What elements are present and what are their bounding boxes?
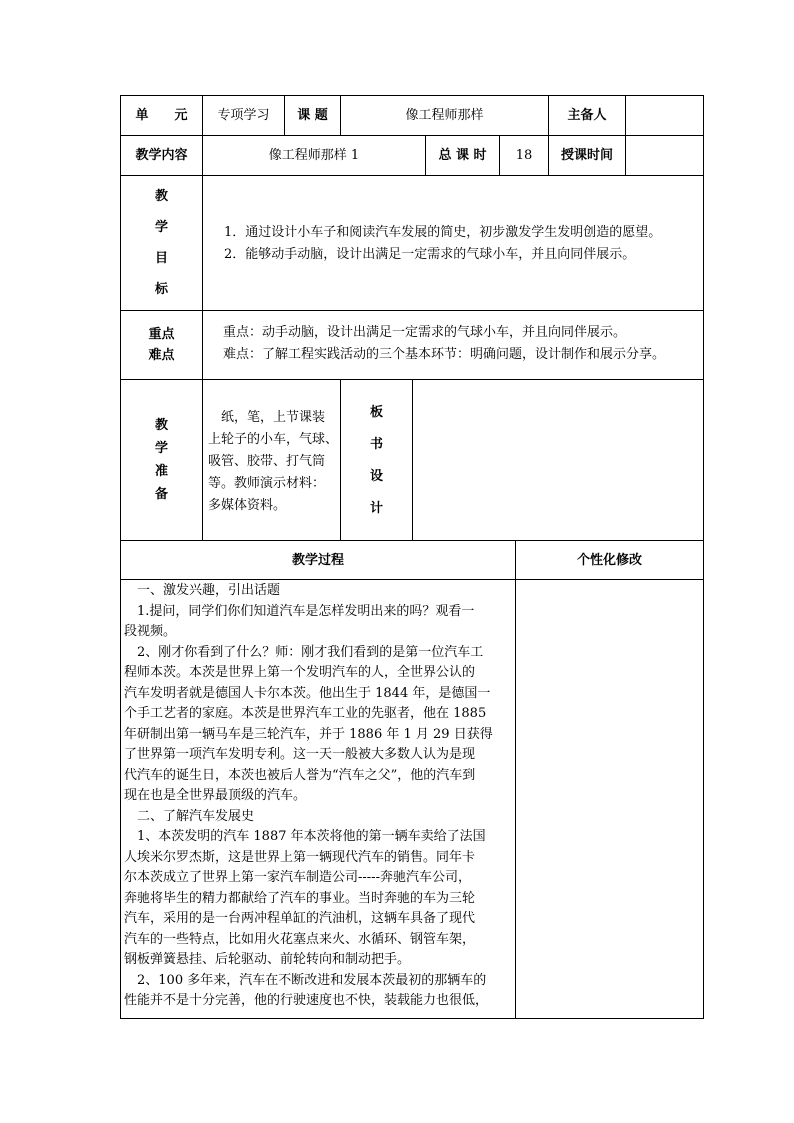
objective-item: 2．能够动手动脑，设计出满足一定需求的气球小车，并且向同伴展示。 bbox=[224, 247, 636, 262]
unit-label bbox=[121, 96, 202, 135]
board-design-label-char: 计 bbox=[369, 500, 383, 516]
process-line: 性能并不是十分完善，他的行驶速度也不快，装载能力也很低， bbox=[124, 993, 489, 1008]
topic-label bbox=[285, 96, 340, 135]
preparation-label-char: 教 bbox=[154, 418, 168, 433]
objectives-label-char: 教 bbox=[154, 189, 168, 204]
time-value bbox=[626, 136, 703, 175]
content-label-text: 教学内容 bbox=[135, 148, 188, 163]
content-value-text: 像工程师那样 1 bbox=[268, 148, 360, 163]
table-border-bottom bbox=[120, 1018, 704, 1019]
process-line: 汽车发明者就是德国人卡尔本茨。他出生于 1844 年，是德国一 bbox=[124, 685, 491, 701]
row-divider bbox=[120, 310, 704, 311]
unit-label-text: 单 元 bbox=[135, 108, 188, 123]
preparation-label-char: 备 bbox=[154, 487, 168, 502]
objectives-label-char: 学 bbox=[154, 220, 168, 235]
preparation-label-char: 学 bbox=[154, 441, 168, 456]
key-points-label-line: 难点 bbox=[148, 348, 175, 363]
process-line: 个手工艺者的家庭。本茨是世界汽车工业的先驱者，他在 1885 bbox=[124, 706, 487, 721]
preparation-line: 吸管、胶带、打气筒 bbox=[208, 454, 326, 469]
objective-item: 1．通过设计小车子和阅读汽车发展的简史，初步激发学生发明创造的愿望。 bbox=[224, 225, 662, 240]
board-design-label-char: 设 bbox=[369, 468, 383, 484]
process-header bbox=[121, 541, 515, 579]
preparation-line: 多媒体资料。 bbox=[208, 498, 287, 513]
board-design-label-char: 书 bbox=[369, 436, 383, 452]
process-line: 汽车的一些特点，比如用火花塞点来火、水循环、钢管车架， bbox=[124, 931, 476, 947]
row-divider bbox=[120, 579, 704, 580]
unit-value-text: 专项学习 bbox=[217, 108, 270, 123]
modify-header-text: 个性化修改 bbox=[576, 552, 642, 568]
preparer-value bbox=[626, 96, 703, 135]
board-design-label-char: 板 bbox=[369, 404, 383, 420]
process-line: 年研制出第一辆马车是三轮汽车，并于 1886 年 1 月 29 日获得 bbox=[124, 726, 493, 742]
process-line: 2、刚才你看到了什么？师：刚才我们看到的是第一位汽车工 bbox=[124, 644, 484, 660]
hours-label-text: 总 课 时 bbox=[438, 148, 487, 163]
process-line: 人埃米尔罗杰斯，这是世界上第一辆现代汽车的销售。同年卡 bbox=[124, 849, 476, 865]
objectives-label-char: 目 bbox=[154, 251, 168, 266]
content-label bbox=[121, 136, 202, 175]
objectives-list bbox=[224, 222, 700, 266]
process-line: 2、100 多年来，汽车在不断改进和发展本茨最初的那辆车的 bbox=[124, 972, 487, 988]
process-line: 代汽车的诞生日，本茨也被后人誉为“汽车之父”，他的汽车到 bbox=[124, 767, 476, 783]
preparer-label-text: 主备人 bbox=[567, 108, 607, 123]
col-divider bbox=[202, 379, 203, 540]
preparation-line: 上轮子的小车，气球、 bbox=[208, 432, 339, 447]
process-header-text: 教学过程 bbox=[291, 552, 344, 568]
topic-value-text: 像工程师那样 bbox=[405, 108, 484, 123]
col-divider bbox=[202, 175, 203, 379]
process-line: 程师本茨。本茨是世界上第一个发明汽车的人，全世界公认的 bbox=[124, 665, 476, 680]
time-label bbox=[549, 136, 625, 175]
unit-value bbox=[203, 96, 284, 135]
key-points-label bbox=[121, 311, 202, 379]
preparation-line: 纸，笔，上节课装 bbox=[208, 410, 326, 425]
modify-header bbox=[516, 541, 703, 579]
key-points-label-line: 重点 bbox=[148, 327, 175, 342]
hours-value bbox=[500, 136, 548, 175]
hours-value-text: 18 bbox=[515, 148, 533, 163]
process-line: 一、激发兴趣，引出话题 bbox=[124, 583, 281, 598]
board-design-label bbox=[341, 380, 412, 540]
preparation-label bbox=[121, 380, 202, 540]
process-line: 1、本茨发明的汽车 1887 年本茨将他的第一辆车卖给了法国 bbox=[124, 829, 486, 844]
table-border-right bbox=[703, 95, 704, 1018]
col-divider bbox=[515, 540, 516, 1018]
topic-label-text: 课 题 bbox=[297, 108, 328, 123]
process-line: 1.提问，同学们你们知道汽车是怎样发明出来的吗？观看一 bbox=[124, 603, 475, 619]
preparation-content bbox=[208, 407, 340, 517]
row-divider bbox=[120, 175, 704, 176]
key-points-content bbox=[223, 322, 701, 366]
content-value bbox=[203, 136, 425, 175]
objectives-label-char: 标 bbox=[154, 282, 168, 297]
preparation-line: 等。教师演示材料： bbox=[208, 476, 326, 491]
preparation-label-char: 准 bbox=[154, 464, 168, 479]
time-label-text: 授课时间 bbox=[560, 148, 613, 163]
process-line: 了世界第一项汽车发明专利。这一天一般被大多数人认为是现 bbox=[124, 747, 476, 762]
process-line: 汽车，采用的是一台两冲程单缸的汽油机，这辆车具备了现代 bbox=[124, 911, 476, 926]
difficult-point-line: 难点：了解工程实践活动的三个基本环节：明确问题，设计制作和展示分享。 bbox=[223, 347, 666, 362]
process-line: 尔本茨成立了世界上第一家汽车制造公司-----奔驰汽车公司， bbox=[124, 870, 471, 885]
topic-value bbox=[341, 96, 548, 135]
process-line: 二、了解汽车发展史 bbox=[124, 808, 255, 824]
preparer-label bbox=[549, 96, 625, 135]
process-line: 现在也是全世界最顶级的汽车。 bbox=[124, 788, 307, 803]
process-line: 段视频。 bbox=[124, 624, 177, 639]
process-line: 钢板弹簧悬挂、后轮驱动、前轮转向和制动把手。 bbox=[124, 952, 411, 967]
hours-label bbox=[426, 136, 499, 175]
process-content bbox=[124, 581, 514, 1012]
objectives-label bbox=[121, 176, 202, 310]
process-line: 奔驰将毕生的精力都献给了汽车的事业。当时奔驰的车为三轮 bbox=[124, 890, 476, 906]
board-design-value bbox=[413, 380, 703, 540]
key-point-line: 重点：动手动脑，设计出满足一定需求的气球小车，并且向同伴展示。 bbox=[223, 325, 627, 340]
